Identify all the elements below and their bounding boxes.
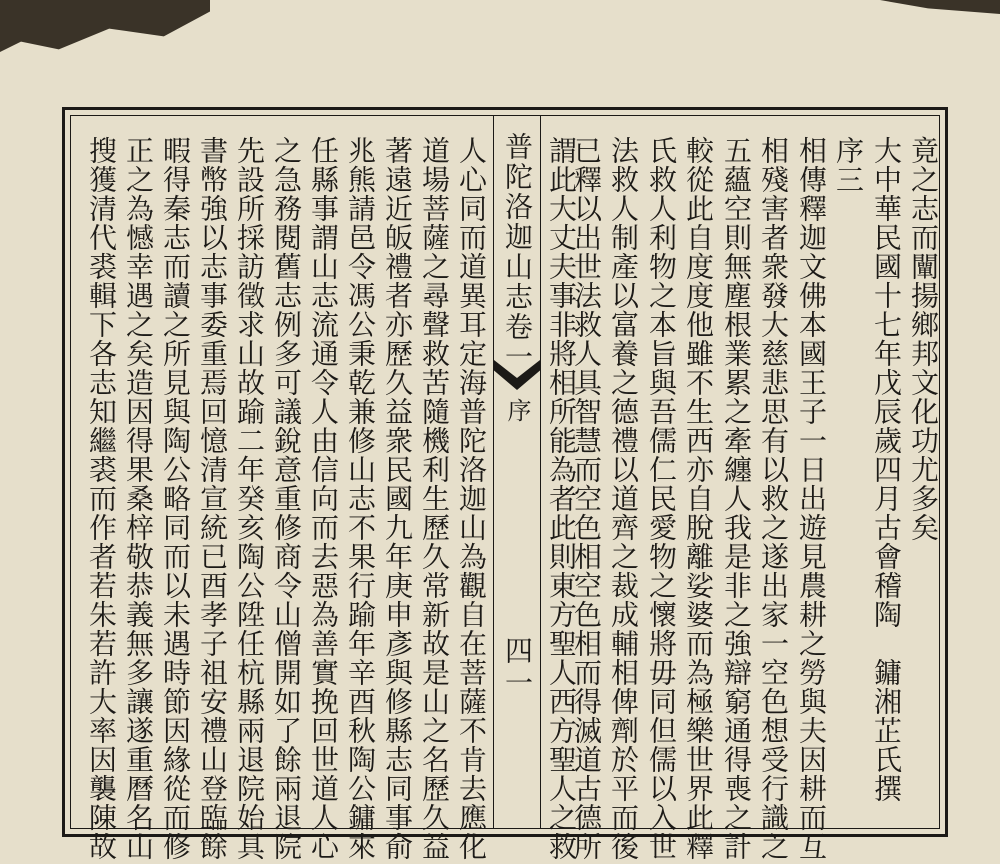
inner-frame [70,115,940,861]
left-column-6: 之急務閱舊志例多可議銳意重修商令山僧開如了餘兩退院 [270,136,303,861]
right-column-8: 氏救人利物之本旨與吾儒仁民愛物之懷將毋同但儒以入世 [645,136,678,861]
right-column-2: 大中華民國十七年戊辰歲四月古會稽陶 鏞湘芷氏撰 [870,136,903,803]
right-column-1: 竟之志而闡揚鄉邦文化功尤多矣 [907,136,940,542]
scan-dark-edge [880,0,1000,14]
right-column-6: 五蘊空則無塵根業累之牽纏人我是非之強辯窮通得喪之計 [720,136,753,861]
page-number: 四一 [501,636,534,700]
right-column-7: 較從此自度度他雖不生西亦自脫離娑婆而為極樂世界此釋 [682,136,715,861]
left-column-4: 兆熊請邑令馮公秉乾兼修山志不果行踰年辛酉秋陶公鏞來 [344,136,377,861]
page-frame [62,107,948,861]
left-column-1: 人心同而道異耳定海普陀洛迦山為觀自在菩薩不肯去應化 [455,136,488,861]
left-column-2: 道場菩薩之尋聲救苦隨機利生歷久常新故是山之名歷久益 [418,136,451,861]
right-column-10: 已釋以出世法救人具智慧而空色相空色相而得滅道古德所 [570,136,603,861]
left-column-11: 搜獲清代裘輯下各志知繼裘而作者若朱若許大率因襲陳故 [85,136,118,861]
left-column-7: 先設所採訪徵求山故踰二年癸亥陶公陞任杭縣兩退院始具 [233,136,266,861]
right-column-5: 相殘害者衆發大慈悲思有以救之遂出家一空色想受行識之 [757,136,790,861]
left-column-10: 正之為憾幸遇之矣造因得果桑梓敬恭義無多讓遂重曆名山 [122,136,155,861]
left-column-9: 暇得秦志而讀之所見與陶公略同而以未遇時節因緣從而修 [159,136,192,861]
volume-title: 普陀洛迦山志卷一 [501,132,534,372]
left-column-8: 書幣強以志事委重焉回憶清宣統已酉孝子祖安禮山登臨餘 [196,136,229,861]
right-column-4: 相傳釋迦文佛本國王子一日出遊見農耕之勞與夫因耕而互 [795,136,828,861]
right-column-9: 法救人制產以富養之德禮以道齊之裁成輔相俾劑於平而後 [607,136,640,861]
left-column-3: 著遠近皈禮者亦歷久益衆民國九年庚申彥與修縣志同事俞 [381,136,414,861]
center-strip [493,116,541,828]
right-column-11: 謂此大丈夫事非將相所能為者此則東方聖人西方聖人之救 [545,136,578,861]
left-column-5: 任縣事謂山志流通令人由信向而去惡為善實挽回世道人心 [307,136,340,861]
scan-dark-corner [0,0,210,52]
section-label: 序 [503,398,531,422]
right-column-3: 序三 [832,136,865,194]
